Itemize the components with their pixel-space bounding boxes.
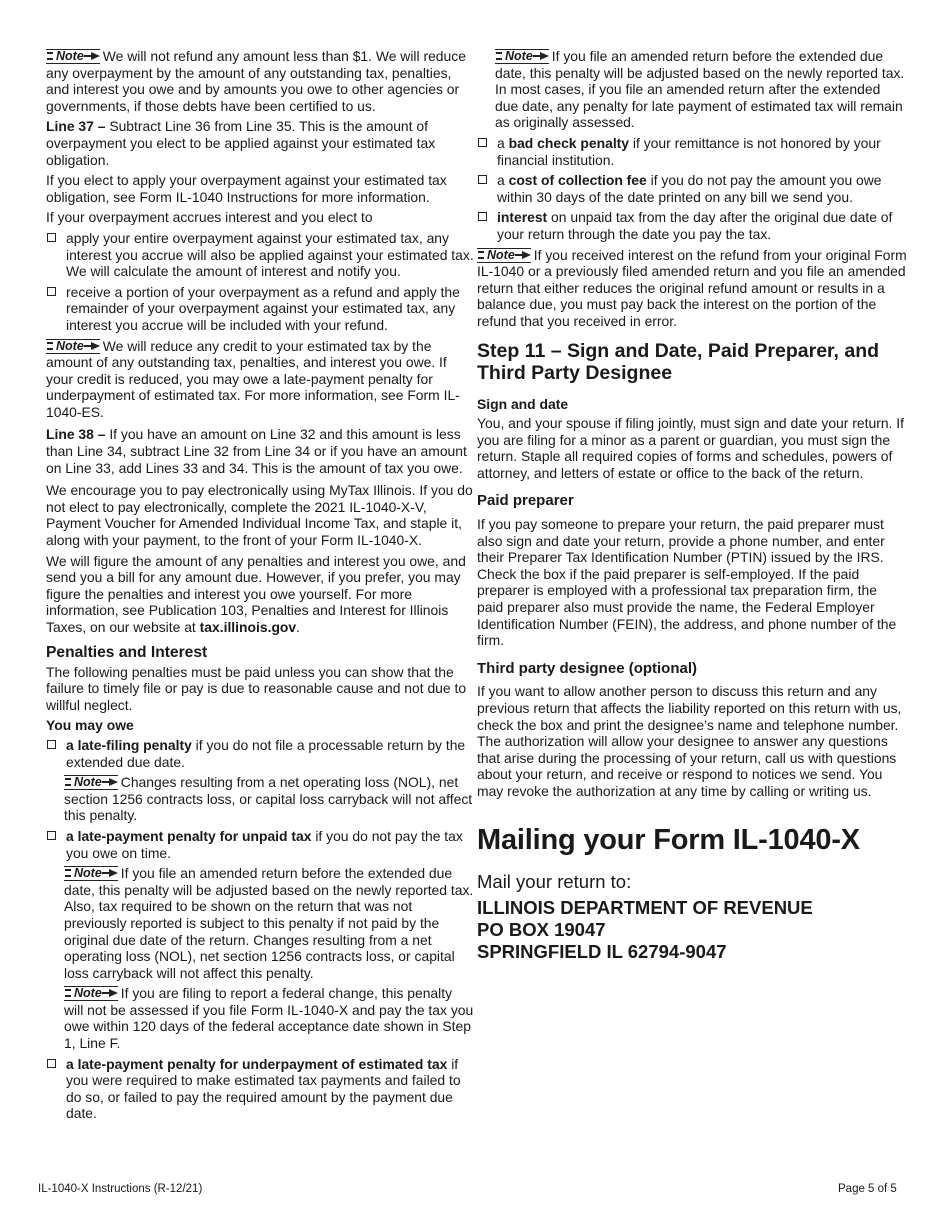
checkbox-icon [47,1059,56,1068]
penalties-intro: The following penalties must be paid unless you can show that the failure to timely file or pay is due to reasonable cause and not due to willful neglect. [46,663,467,713]
paragraph-mytax: We encourage you to pay electronically using MyTax Illinois. If you do not elect to pay electronically, complete the 2021 IL-1040-X-V, Payment Voucher for Amended Individual Income Tax, and staple it, along with your payment, to the front of your Form IL-1040-X. [46,482,473,549]
address-line-2: PO BOX 19047 [477,918,606,940]
sign-date-heading: Sign and date [477,395,569,412]
note-icon: Note [46,49,100,64]
note-amended-before: Note If you file an amended return before the extended due date, this penalty will be adjusted based on the newly reported tax. Also, tax required to be shown on the return that was not previously reported is subject to this penalty if not paid by the original due date of the return. Changes resulting from a net operating loss (NOL), net section 1256 contracts loss, or capital loss carryback will not affect this penalty. [64,865,474,981]
checkbox-item-collection-fee: a cost of collection fee if you do not pay the amount you owe within 30 days of the date printed on any bill we send you. [477,172,907,205]
note-icon: Note [495,49,549,64]
note-refund-interest: Note If you received interest on the refund from your original Form IL-1040 or a previously filed amended return and you file an amended return that either reduces the original refund amount or results in a balance due, you must pay back the interest on the portion of the refund that you received in error. [477,246,907,329]
checkbox-item-receive: receive a portion of your overpayment as a refund and apply the remainder of your overpayment against your estimated tax, any interest you accrue will be included with your refund. [46,284,474,334]
checkbox-icon [47,740,56,749]
step11-heading: Step 11 – Sign and Date, Paid Preparer, and Third Party Designee [477,339,880,384]
left-column [46,48,474,1126]
note-icon: Note [64,866,118,881]
checkbox-icon [47,233,56,242]
note-credit: Note We will reduce any credit to your estimated tax by the amount of any outstanding tax, penalties, and interest you owe. If your credit is reduced, you may owe a late-payment penalty for underpayment of estimated tax. For more information, see Form IL-1040-ES. [46,337,460,420]
checkbox-icon [478,138,487,147]
checkbox-item-apply: apply your entire overpayment against your estimated tax, any interest you accrue will also be applied against your estimated tax. We will calculate the amount of interest and notify you. [46,230,474,280]
mailing-heading: Mailing your Form IL-1040-X [477,823,860,856]
sign-date-text: You, and your spouse if filing jointly, must sign and date your return. If you are filing for a minor as a parent or guardian, you must sign the return. Staple all required copies of forms and schedules, powers of attorney, and letters of estate or office to the back of the return. [477,415,904,481]
footer-page-number: Page 5 of 5 [838,1183,897,1195]
checkbox-icon [478,175,487,184]
third-party-heading: Third party designee (optional) [477,659,698,677]
paid-preparer-text: If you pay someone to prepare your return, the paid preparer must also sign and date your return, provide a phone number, and enter their Preparer Tax Identification Number (PTIN) issued by the IRS. Check the box if the paid preparer is self-employed. If the paid preparer is employed with a professional tax preparation firm, the paid preparer also must provide the name, the Federal Employer Identification Number (FEIN), the address, and phone number of the firm. [477,516,897,649]
address-line-3: SPRINGFIELD IL 62794-9047 [477,940,727,962]
note-nol-filing: Note Changes resulting from a net operating loss (NOL), net section 1256 contracts loss, or capital loss carryback will not affect this penalty. [64,774,473,824]
note-icon: Note [477,248,531,263]
address-line-1: ILLINOIS DEPARTMENT OF REVENUE [477,896,813,918]
footer-form-id: IL-1040-X Instructions (R-12/21) [38,1183,203,1195]
checkbox-icon [47,287,56,296]
note-estimated-tax: Note If you file an amended return before the extended due date, this penalty will be adjusted based on the newly reported tax. In most cases, if you file an amended return after the extended due date, any penalty for late payment of estimated tax will remain as originally assessed. [495,48,905,131]
mail-to-label: Mail your return to: [477,871,632,893]
checkbox-icon [47,831,56,840]
right-column [477,48,907,963]
note-icon: Note [46,339,100,354]
third-party-text: If you want to allow another person to discuss this return and any previous return that affects the liability reported on this return with us, check the box and print the designee’s name and telephone number. The authorization will allow your designee to answer any questions that arise during the processing of your return, call us with questions about your return, and receive or respond to notices we send. You may revoke the authorization at any time by calling or writing us. [477,683,902,799]
you-may-owe-heading: You may owe [46,717,134,734]
checkbox-item-late-filing: a late-filing penalty if you do not file a processable return by the extended due date. [46,737,474,770]
penalties-heading: Penalties and Interest [46,643,208,661]
line37: Line 37 – Subtract Line 36 from Line 35. This is the amount of overpayment you elect to be applied against your estimated tax obligation. [46,118,436,168]
checkbox-item-interest: interest on unpaid tax from the day after the original due date of your return through the date you pay the tax. [477,209,907,242]
checkbox-item-underpayment: a late-payment penalty for underpayment of estimated tax if you were required to make estimated tax payments and failed to do so, or failed to pay the required amount by the payment due date. [46,1056,474,1122]
note-overpayment: Note We will not refund any amount less than $1. We will reduce any overpayment by the amount of any outstanding tax, penalties, and interest you owe and by amounts you owe to other agencies or governments, if those debts have been certified to us. [46,48,466,114]
checkbox-item-late-payment: a late-payment penalty for unpaid tax if you do not pay the tax you owe on time. [46,828,474,861]
checkbox-item-bad-check: a bad check penalty if your remittance is not honored by your financial institution. [477,135,907,168]
paid-preparer-heading: Paid preparer [477,492,574,510]
line38: Line 38 – If you have an amount on Line 32 and this amount is less than Line 34, subtract Line 32 from Line 34 or if you have an amount on Line 33, add Lines 33 and 34. This is the amount of tax you owe. [46,426,467,476]
note-icon: Note [64,986,118,1001]
note-federal-change: Note If you are filing to report a federal change, this penalty will not be assessed if you file Form IL-1040-X and pay the tax you owe within 120 days of the federal acceptance date shown in Step 1, Line F. [64,985,474,1052]
paragraph-figure: We will figure the amount of any penalties and interest you owe, and send you a bill for any amount due. However, if you prefer, you may figure the penalties and interest you owe yourself. For more information, see Publication 103, Penalties and Interest for Illinois Taxes, on our website at tax.illinois.gov. [46,552,466,635]
paragraph-accrues: If your overpayment accrues interest and you elect to [46,209,373,226]
note-icon: Note [64,775,118,790]
checkbox-icon [478,212,487,221]
paragraph-elect: If you elect to apply your overpayment against your estimated tax obligation, see Form IL-1040 Instructions for more information. [46,172,447,205]
